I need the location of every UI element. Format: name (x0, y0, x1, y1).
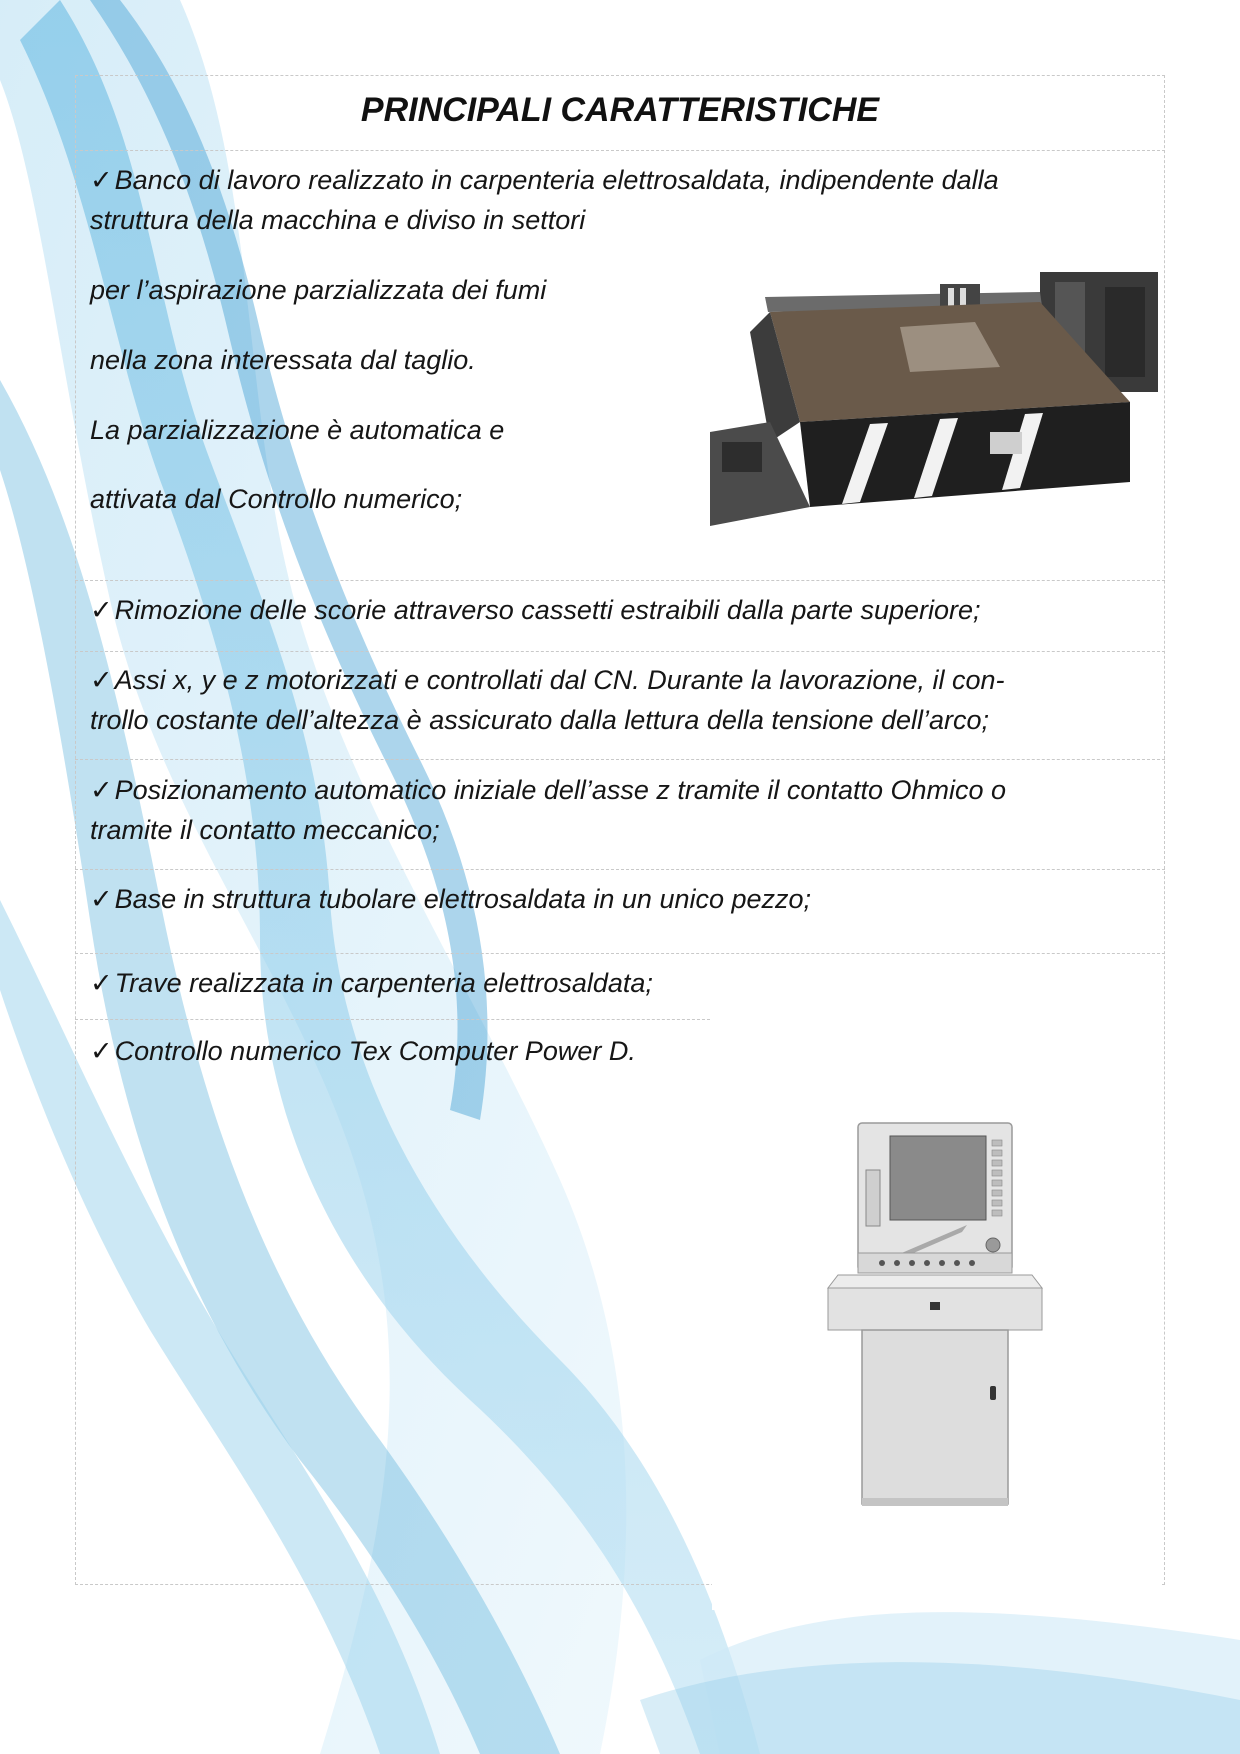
feature-item-6 (90, 963, 653, 1003)
feature-item-4 (90, 770, 1006, 810)
check-icon: ✓ (90, 775, 113, 805)
feature-item-7 (90, 1031, 636, 1071)
feature-text-line: per l’aspirazione parzializzata dei fumi (90, 275, 547, 305)
check-icon: ✓ (90, 884, 113, 914)
feature-item-2 (90, 590, 981, 630)
check-icon: ✓ (90, 165, 113, 195)
feature-text: Controllo numerico Tex Computer Power D. (114, 1036, 636, 1066)
feature-text: Trave realizzata in carpenteria elettrosaldata; (114, 968, 653, 998)
check-icon: ✓ (90, 968, 113, 998)
feature-item-5 (90, 879, 811, 919)
row-divider (75, 869, 1165, 870)
feature-text: Posizionamento automatico iniziale dell’asse z tramite il contatto Ohmico o (114, 775, 1007, 805)
feature-text: Rimozione delle scorie attraverso cassetti estraibili dalla parte superiore; (114, 595, 981, 625)
row-divider (75, 580, 1165, 581)
feature-text: Assi x, y e z motorizzati e controllati dal CN. Durante la lavorazione, il con- (114, 665, 1005, 695)
check-icon: ✓ (90, 595, 113, 625)
feature-text-line: nella zona interessata dal taglio. (90, 345, 476, 375)
feature-text-line: struttura della macchina e diviso in settori (90, 205, 586, 235)
row-divider (75, 150, 1165, 151)
row-divider (75, 651, 1165, 652)
feature-text-line: trollo costante dell’altezza è assicurato dalla lettura della tensione dell’arco; (90, 705, 990, 735)
feature-text: Banco di lavoro realizzato in carpenteria elettrosaldata, indipendente dalla (114, 165, 999, 195)
check-icon: ✓ (90, 665, 113, 695)
feature-item-1 (90, 160, 999, 200)
feature-text-line: tramite il contatto meccanico; (90, 815, 440, 845)
row-divider (75, 1019, 710, 1020)
check-icon: ✓ (90, 1036, 113, 1066)
page-title: PRINCIPALI CARATTERISTICHE (360, 91, 880, 129)
row-divider (75, 953, 1165, 954)
row-divider (75, 759, 1165, 760)
feature-text-line: attivata dal Controllo numerico; (90, 484, 463, 514)
cutting-table-photo (710, 272, 1158, 526)
control-cabinet-photo (712, 1020, 1160, 1610)
feature-item-3 (90, 660, 1004, 700)
feature-text: Base in struttura tubolare elettrosaldata in un unico pezzo; (114, 884, 812, 914)
feature-text-line: La parzializzazione è automatica e (90, 415, 505, 445)
